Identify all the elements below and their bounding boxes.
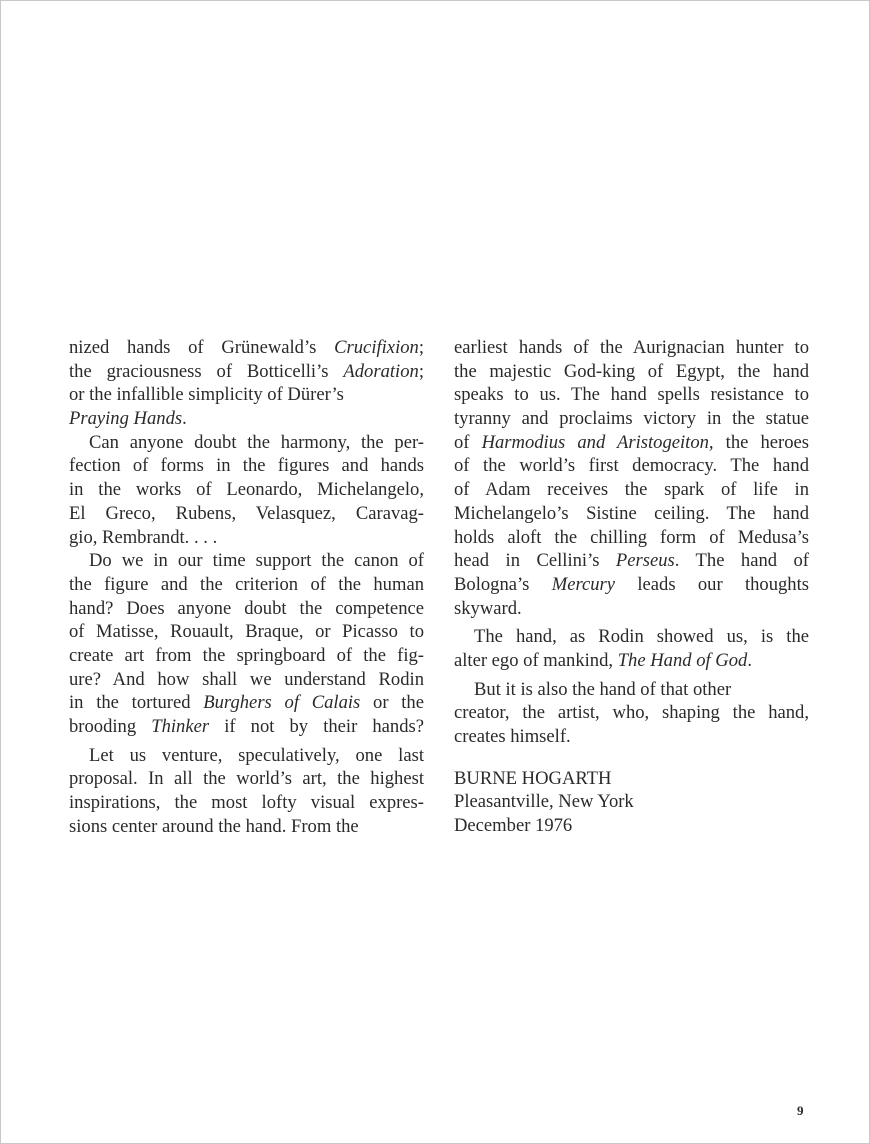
text-line (69, 360, 424, 384)
text-line (69, 549, 424, 573)
line-text: if not by their hands? (209, 716, 424, 737)
line-text: December 1976 (454, 815, 573, 837)
right-text-column (454, 336, 809, 838)
italic-title: Thinker (151, 716, 210, 737)
text-line (454, 790, 809, 814)
text-line (454, 502, 809, 526)
line-text: of Adam receives the spark of life in (454, 479, 809, 501)
text-line (454, 549, 809, 573)
line-text: Can anyone doubt the harmony, the per- (89, 431, 424, 453)
line-text: or the infallible simplicity of Dürer’s (69, 384, 344, 406)
text-line (454, 407, 809, 431)
line-text: of Matisse, Rouault, Braque, or Picasso to (69, 621, 424, 643)
line-text: in the tortured (69, 692, 204, 714)
page-number: 9 (797, 1103, 804, 1118)
text-line (454, 767, 809, 791)
line-text: head in Cellini’s (454, 550, 616, 572)
text-line (69, 791, 424, 815)
text-line (454, 649, 809, 673)
line-text: ure? And how shall we understand Rodin (69, 668, 424, 690)
line-text: the graciousness of Botticelli’s (69, 360, 344, 382)
line-text: Let us venture, speculatively, one last (89, 744, 424, 766)
line-text: . (182, 408, 187, 430)
text-line (454, 814, 809, 838)
line-text: create art from the springboard of the fig- (69, 644, 424, 666)
text-line (69, 431, 424, 455)
text-line (69, 407, 424, 431)
line-text: holds aloft the chilling form of Medusa’s (454, 526, 809, 548)
italic-title: Burghers of Calais (203, 692, 361, 714)
italic-title: Harmodius and Aristogeiton, (481, 431, 714, 453)
line-text: Michelangelo’s Sistine ceiling. The hand (454, 502, 809, 524)
text-line (69, 668, 424, 692)
text-line (454, 431, 809, 455)
line-text: alter ego of mankind, (454, 649, 618, 671)
text-line (69, 478, 424, 502)
line-text: the majestic God-king of Egypt, the hand (454, 360, 809, 382)
text-line (69, 573, 424, 597)
text-line (454, 573, 809, 597)
text-line (454, 454, 809, 478)
line-text: hand? Does anyone doubt the competence (69, 597, 424, 619)
text-line (69, 644, 424, 668)
line-text: brooding (69, 716, 152, 737)
line-text: inspirations, the most lofty visual expres- (69, 792, 424, 814)
text-line (454, 360, 809, 384)
line-text: speaks to us. The hand spells resistance to (454, 384, 809, 406)
line-text: nized hands of Grünewald’s (69, 337, 335, 358)
line-text: the heroes (713, 431, 809, 453)
text-line (69, 526, 424, 550)
italic-title: Mercury (551, 573, 616, 595)
italic-title: Praying Hands (69, 408, 183, 430)
text-line (69, 715, 424, 739)
italic-title: Crucifixion (334, 337, 419, 358)
line-text: . The hand of (674, 550, 809, 572)
line-text: But it is also the hand of that other (474, 678, 732, 700)
line-text: of the world’s first democracy. The hand (454, 455, 809, 477)
text-line (454, 597, 809, 621)
text-line (69, 454, 424, 478)
italic-title: The Hand of God (617, 649, 748, 671)
text-line (454, 725, 809, 749)
text-line (69, 597, 424, 621)
line-text: proposal. In all the world’s art, the highest (69, 768, 424, 790)
text-line (454, 701, 809, 725)
line-text: gio, Rembrandt. . . . (69, 526, 218, 548)
line-text: Do we in our time support the canon of (89, 550, 424, 572)
line-text: . (747, 649, 752, 671)
line-text: Bologna’s (454, 573, 552, 595)
line-text: or the (360, 692, 424, 714)
line-text: of (454, 431, 482, 453)
text-line (454, 526, 809, 550)
italic-title: Adoration (343, 360, 419, 382)
line-text: creates himself. (454, 726, 571, 747)
line-text: skyward. (454, 597, 522, 619)
text-line (69, 691, 424, 715)
italic-title: Perseus (615, 550, 675, 572)
text-line (69, 744, 424, 768)
text-line (454, 625, 809, 649)
text-line (454, 336, 809, 360)
line-text: fection of forms in the figures and hands (69, 455, 424, 477)
line-text: ; (418, 360, 424, 382)
text-line (69, 815, 424, 839)
line-text: in the works of Leonardo, Michelangelo, (69, 479, 424, 501)
line-text: The hand, as Rodin showed us, is the (474, 626, 809, 648)
line-text: tyranny and proclaims victory in the statue (454, 408, 809, 430)
line-text: El Greco, Rubens, Velasquez, Caravag- (69, 502, 424, 524)
text-line (454, 383, 809, 407)
line-text: the figure and the criterion of the human (69, 573, 424, 595)
text-line (69, 502, 424, 526)
line-text: ; (418, 337, 424, 358)
line-text: earliest hands of the Aurignacian hunter to (454, 337, 809, 358)
line-text: sions center around the hand. From the (69, 815, 359, 837)
line-text: Pleasantville, New York (454, 791, 634, 813)
text-line (69, 336, 424, 360)
text-line (454, 678, 809, 702)
text-line (69, 767, 424, 791)
line-text: BURNE HOGARTH (454, 767, 612, 789)
line-text: leads our thoughts (615, 573, 809, 595)
left-text-column (69, 336, 424, 838)
line-text: creator, the artist, who, shaping the hand, (454, 702, 809, 724)
text-line (454, 478, 809, 502)
text-line (69, 383, 424, 407)
text-line (69, 620, 424, 644)
